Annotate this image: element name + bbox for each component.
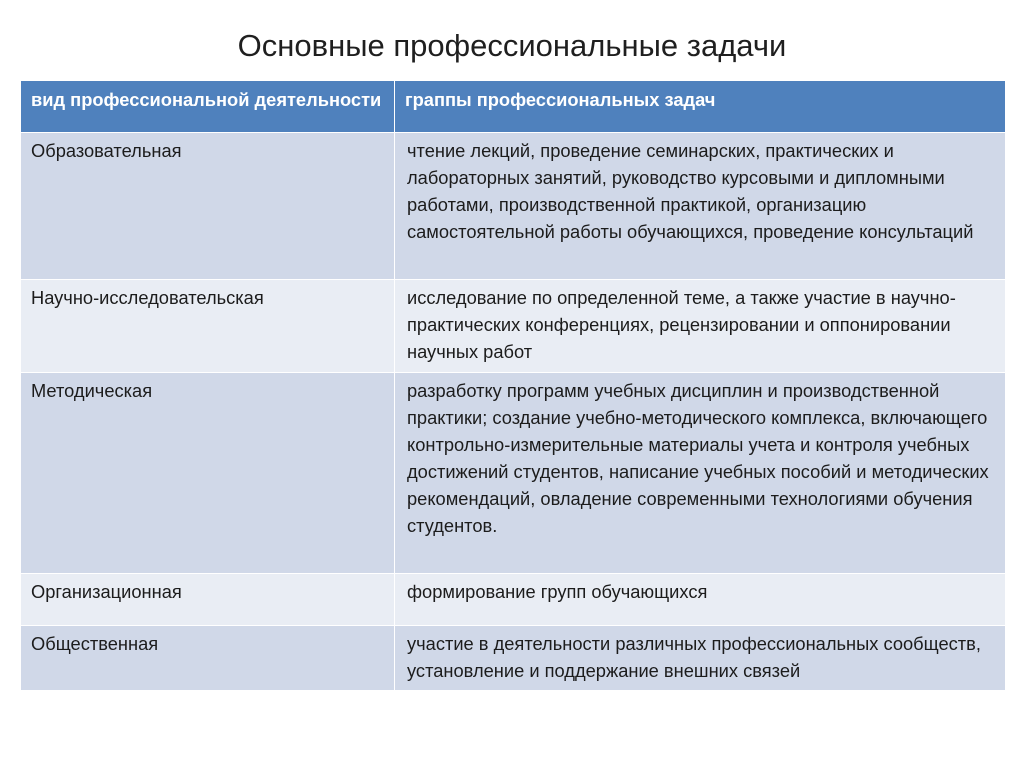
tasks-cell: исследование по определенной теме, а также участие в научно-практических конференциях, рецензировании и оппонировании научных работ [395,280,1006,373]
table-row [21,133,1006,280]
table-row [21,574,1006,626]
column-header-tasks: граппы профессиональных задач [395,81,1006,133]
slide-title: Основные профессиональные задачи [237,28,787,63]
tasks-cell: чтение лекций, проведение семинарских, практических и лабораторных занятий, руководство курсовыми и дипломными работами, производственной практикой, организацию самостоятельной работы обучающихся, проведение консультаций [395,133,1006,280]
activity-cell: Методическая [21,373,395,574]
table-header-row [21,81,1006,133]
table-row [21,626,1006,691]
activity-cell: Организационная [21,574,395,626]
table-row [21,373,1006,574]
activity-cell: Образовательная [21,133,395,280]
activity-cell: Общественная [21,626,395,691]
tasks-table [20,80,1006,691]
tasks-cell: разработку программ учебных дисциплин и производственной практики; создание учебно-методического комплекса, включающего контрольно-измерительные материалы учета и контроля учебных достижений студентов, написание учебных пособий и методических рекомендаций, овладение современными технологиями обучения студентов. [395,373,1006,574]
activity-cell: Научно-исследовательская [21,280,395,373]
table-row [21,280,1006,373]
tasks-cell: участие в деятельности различных профессиональных сообществ, установление и поддержание внешних связей [395,626,1006,691]
tasks-cell: формирование групп обучающихся [395,574,1006,626]
column-header-activity: вид профессиональной деятельности [21,81,395,133]
